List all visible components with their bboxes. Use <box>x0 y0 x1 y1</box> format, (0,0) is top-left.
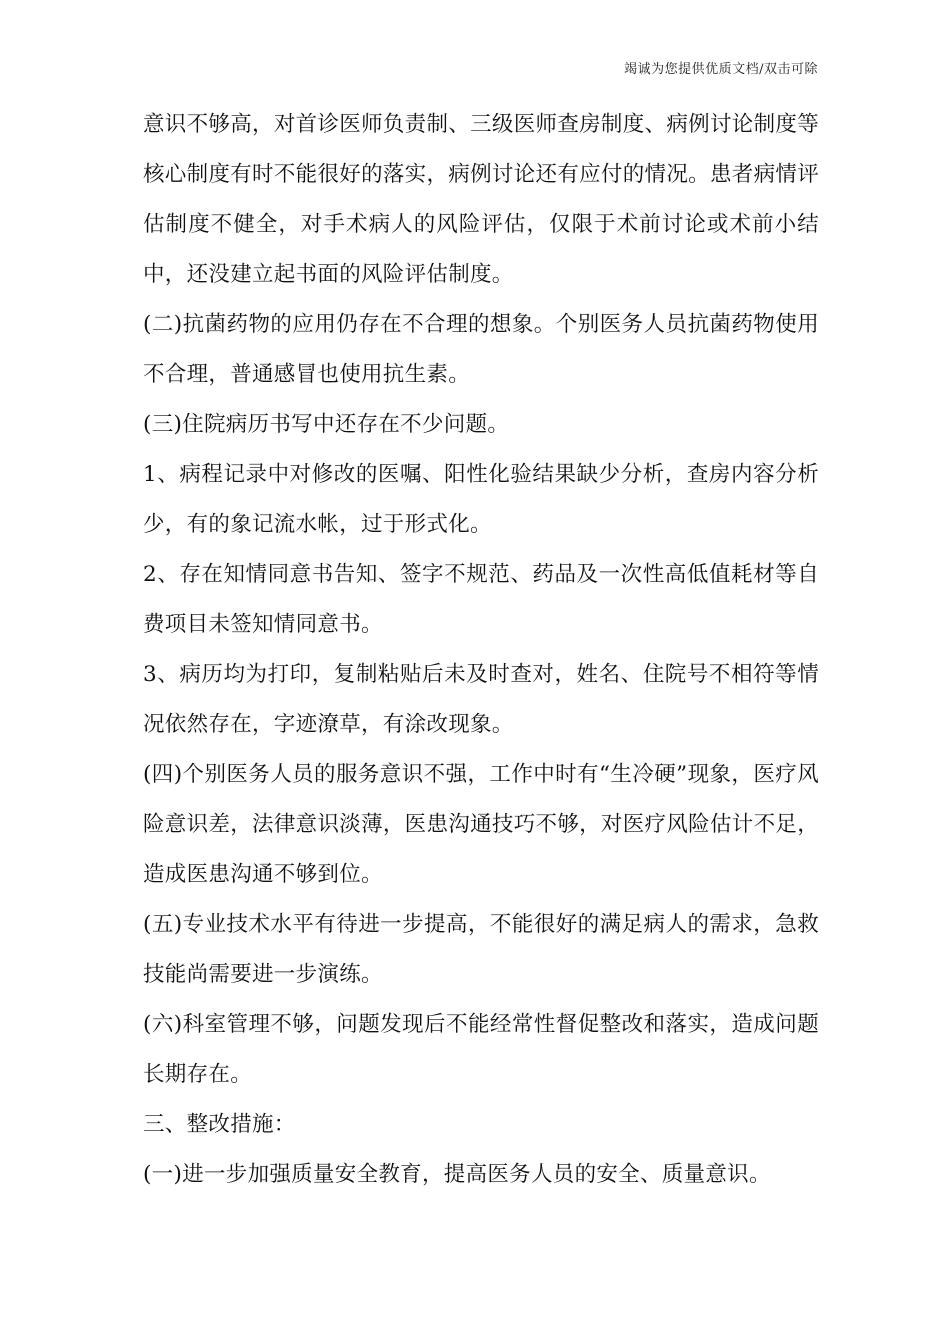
paragraph-9: (六)科室管理不够，问题发现后不能经常性督促整改和落实，造成问题长期存在。 <box>143 1012 819 1087</box>
paragraph-6: 3、病历均为打印，复制粘贴后未及时查对，姓名、住院号不相符等情况依然存在，字迹潦草，有涂改现象。 <box>143 662 819 737</box>
paragraph-1: 意识不够高，对首诊医师负责制、三级医师查房制度、病例讨论制度等核心制度有时不能很好的落实，病例讨论还有应付的情况。患者病情评估制度不健全，对手术病人的风险评估，仅限于术前讨论或术前小结中，还没建立起书面的风险评估制度。 <box>143 112 819 287</box>
paragraph-10: (一)进一步加强质量安全教育，提高医务人员的安全、质量意识。 <box>143 1162 771 1187</box>
paragraph-5: 2、存在知情同意书告知、签字不规范、药品及一次性高低值耗材等自费项目未签知情同意书。 <box>143 562 819 637</box>
paragraph-8: (五)专业技术水平有待进一步提高，不能很好的满足病人的需求，急救技能尚需要进一步演练。 <box>143 912 819 987</box>
section-heading: 三、整改措施： <box>143 1112 296 1137</box>
paragraph-3: (三)住院病历书写中还存在不少问题。 <box>143 412 510 437</box>
header-note: 竭诚为您提供优质文档/双击可除 <box>624 62 818 77</box>
paragraph-4: 1、病程记录中对修改的医嘱、阳性化验结果缺少分析，查房内容分析少，有的象记流水帐，过于形式化。 <box>143 462 819 537</box>
paragraph-7: (四)个别医务人员的服务意识不强，工作中时有“生冷硬”现象，医疗风险意识差，法律意识淡薄，医患沟通技巧不够，对医疗风险估计不足，造成医患沟通不够到位。 <box>143 762 819 887</box>
paragraph-2: (二)抗菌药物的应用仍存在不合理的想象。个别医务人员抗菌药物使用不合理，普通感冒也使用抗生素。 <box>143 312 819 387</box>
document-body <box>143 100 819 1200</box>
